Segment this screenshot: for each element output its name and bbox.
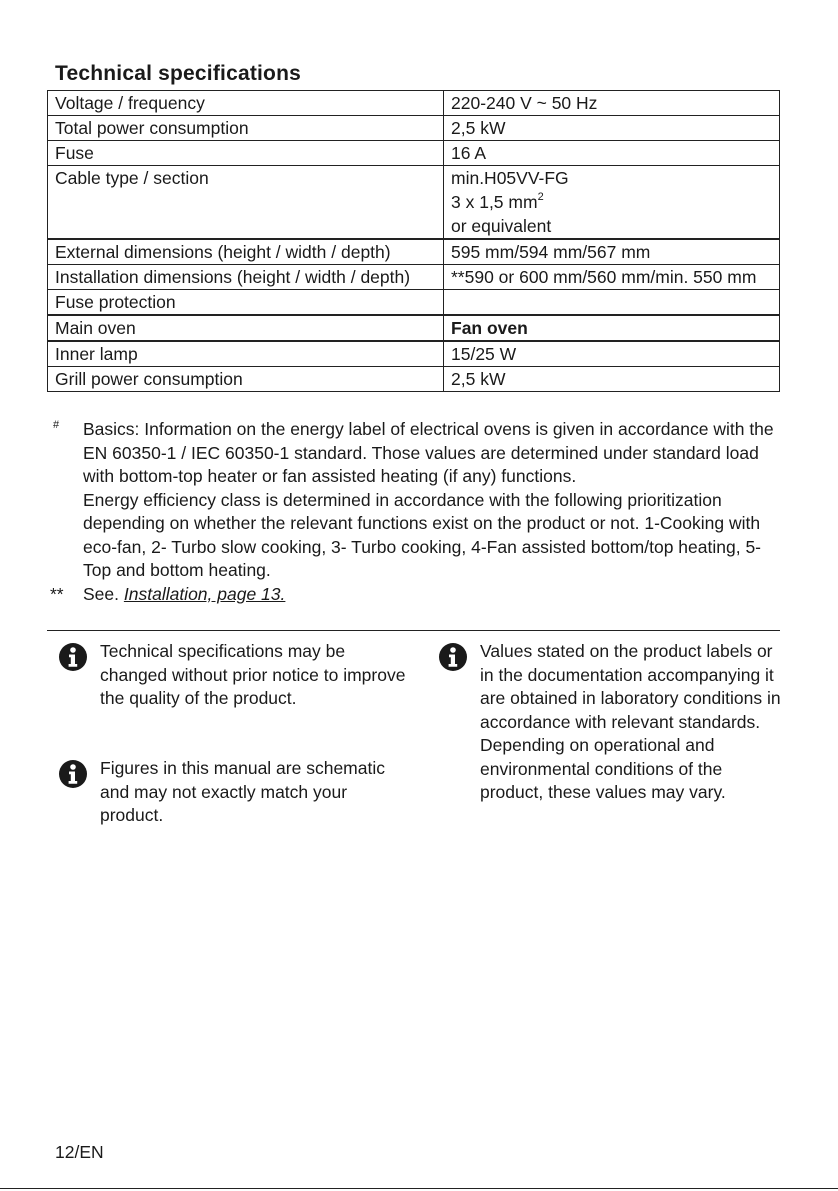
- spec-label: Installation dimensions (height / width / depth): [48, 265, 444, 290]
- hash-marker: #: [53, 419, 60, 431]
- spec-value: 2,5 kW: [444, 367, 780, 392]
- spec-label: Grill power consumption: [48, 367, 444, 392]
- info-note-specs-text: Technical specifications may be changed without prior notice to improve the quality of the product.: [100, 641, 406, 708]
- spec-value: [444, 290, 780, 316]
- double-asterisk-marker: **: [50, 583, 64, 604]
- spec-table: [47, 90, 780, 392]
- basics-note: [50, 418, 780, 583]
- spec-label: Fuse protection: [48, 290, 444, 316]
- cable-section-text: 3 x 1,5 mm: [451, 192, 538, 212]
- see-prefix: See.: [83, 583, 119, 604]
- spec-value: [444, 166, 780, 240]
- cable-type-line: min.H05VV-FG: [451, 168, 569, 188]
- table-row: [48, 166, 780, 240]
- spec-label: External dimensions (height / width / depth): [48, 239, 444, 265]
- spec-value: 15/25 W: [444, 341, 780, 367]
- cable-section-sup: 2: [537, 191, 544, 203]
- cable-equivalent-line: or equivalent: [451, 216, 552, 236]
- section-divider: [47, 630, 780, 631]
- see-note: [50, 583, 780, 607]
- table-row: [48, 141, 780, 166]
- spec-value: Fan oven: [444, 315, 780, 341]
- spec-value: 220-240 V ~ 50 Hz: [444, 91, 780, 116]
- info-note-specs: [58, 640, 408, 711]
- page-number: 12/EN: [55, 1142, 104, 1162]
- spec-value: 16 A: [444, 141, 780, 166]
- spec-label: Voltage / frequency: [48, 91, 444, 116]
- basics-paragraph-1: Basics: Information on the energy label of electrical ovens is given in accordance with the EN 60350-1 / IEC 60350-1 standard. Those values are determined under standard load with bottom-top heater or fan assisted heating (if any) functions.: [83, 419, 774, 486]
- table-row: [48, 265, 780, 290]
- info-icon: [58, 759, 88, 789]
- info-note-values-text: Values stated on the product labels or in the documentation accompanying it are obtained in laboratory conditions in accordance with relevant standards. Depending on operational and environmental conditions of the product, these values may vary.: [480, 641, 781, 802]
- cable-section-line: [451, 190, 779, 214]
- installation-page-link[interactable]: Installation, page 13.: [123, 583, 286, 604]
- info-note-values: [438, 640, 783, 805]
- info-icon: [58, 642, 88, 672]
- table-row: [48, 290, 780, 316]
- table-row: [48, 239, 780, 265]
- spec-label: Total power consumption: [48, 116, 444, 141]
- spec-value: 595 mm/594 mm/567 mm: [444, 239, 780, 265]
- spec-value: **590 or 600 mm/560 mm/min. 550 mm: [444, 265, 780, 290]
- info-icon: [438, 642, 468, 672]
- spec-value: 2,5 kW: [444, 116, 780, 141]
- bottom-divider: [0, 1188, 838, 1189]
- table-row: [48, 91, 780, 116]
- spec-label: Fuse: [48, 141, 444, 166]
- table-row: [48, 341, 780, 367]
- page-title: Technical specifications: [55, 62, 301, 85]
- basics-note-body: [83, 418, 780, 583]
- spec-label: Main oven: [48, 315, 444, 341]
- table-row: [48, 116, 780, 141]
- info-note-figures: [58, 757, 408, 828]
- spec-label: Cable type / section: [48, 166, 444, 240]
- table-row: [48, 367, 780, 392]
- info-note-figures-text: Figures in this manual are schematic and may not exactly match your product.: [100, 758, 385, 825]
- footnotes: [50, 418, 780, 606]
- spec-label: Inner lamp: [48, 341, 444, 367]
- see-note-body: [83, 583, 285, 607]
- table-row: [48, 315, 780, 341]
- basics-paragraph-2: Energy efficiency class is determined in accordance with the following prioritization depending on whether the relevant functions exist on the product or not. 1-Cooking with eco-fan, 2- Turbo slow cooking, 3- Turbo cooking, 4-Fan assisted bottom/top heating, 5-Top and bottom heating.: [83, 489, 762, 580]
